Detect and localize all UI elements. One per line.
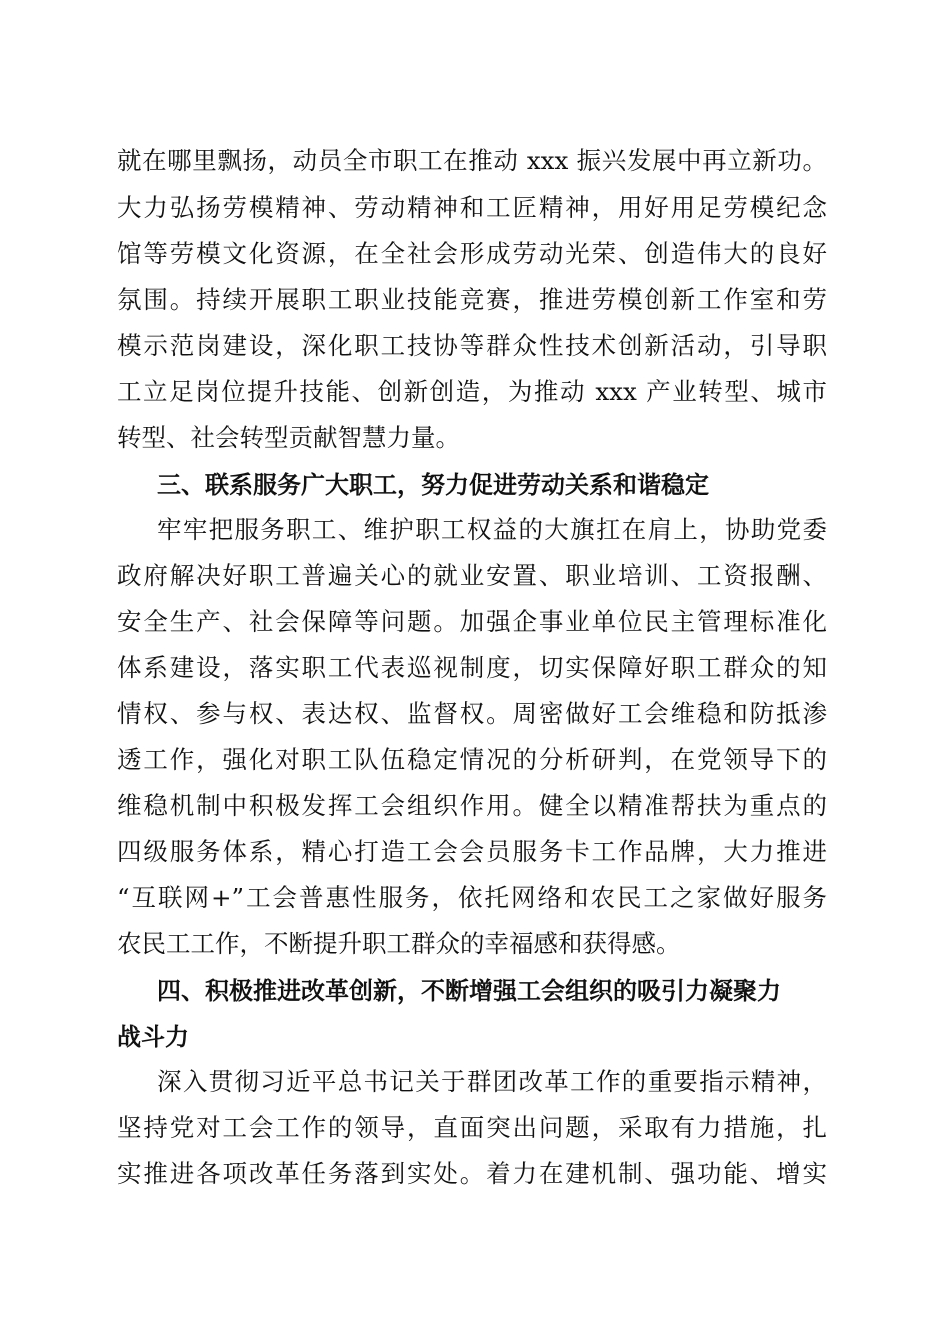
paragraph-line: 工立足岗位提升技能、创新创造，为推动 xxx 产业转型、城市: [117, 377, 827, 406]
paragraph-line: 实推进各项改革任务落到实处。着力在建机制、强功能、增实: [117, 1159, 827, 1188]
paragraph-line: 牢牢把服务职工、维护职工权益的大旗扛在肩上，协助党委: [157, 515, 827, 544]
paragraph-line: 馆等劳模文化资源，在全社会形成劳动光荣、创造伟大的良好: [117, 239, 827, 268]
paragraph-line: “互联网+”工会普惠性服务，依托网络和农民工之家做好服务: [117, 883, 827, 912]
paragraph-line: 农民工工作，不断提升职工群众的幸福感和获得感。: [117, 929, 681, 958]
section-heading-4: 四、积极推进改革创新，不断增强工会组织的吸引力凝聚力: [157, 977, 781, 1005]
paragraph-line: 体系建设，落实职工代表巡视制度，切实保障好职工群众的知: [117, 653, 827, 682]
paragraph-line: 坚持党对工会工作的领导，直面突出问题，采取有力措施，扎: [117, 1113, 827, 1142]
paragraph-line: 转型、社会转型贡献智慧力量。: [117, 423, 460, 452]
section-heading-4-continued: 战斗力: [117, 1023, 189, 1051]
paragraph-line: 模示范岗建设，深化职工技协等群众性技术创新活动，引导职: [117, 331, 827, 360]
section-heading-3: 三、联系服务广大职工，努力促进劳动关系和谐稳定: [157, 471, 709, 499]
paragraph-line: 深入贯彻习近平总书记关于群团改革工作的重要指示精神，: [157, 1067, 827, 1096]
paragraph-line: 就在哪里飘扬，动员全市职工在推动 xxx 振兴发展中再立新功。: [117, 146, 827, 175]
paragraph-line: 氛围。持续开展职工职业技能竞赛，推进劳模创新工作室和劳: [117, 285, 827, 314]
paragraph-line: 大力弘扬劳模精神、劳动精神和工匠精神，用好用足劳模纪念: [117, 193, 827, 222]
paragraph-line: 安全生产、社会保障等问题。加强企事业单位民主管理标准化: [117, 607, 827, 636]
paragraph-line: 透工作，强化对职工队伍稳定情况的分析研判，在党领导下的: [117, 745, 827, 774]
paragraph-line: 政府解决好职工普遍关心的就业安置、职业培训、工资报酬、: [117, 561, 827, 590]
paragraph-line: 维稳机制中积极发挥工会组织作用。健全以精准帮扶为重点的: [117, 791, 827, 820]
paragraph-line: 四级服务体系，精心打造工会会员服务卡工作品牌，大力推进: [117, 837, 827, 866]
paragraph-line: 情权、参与权、表达权、监督权。周密做好工会维稳和防抵渗: [117, 699, 827, 728]
